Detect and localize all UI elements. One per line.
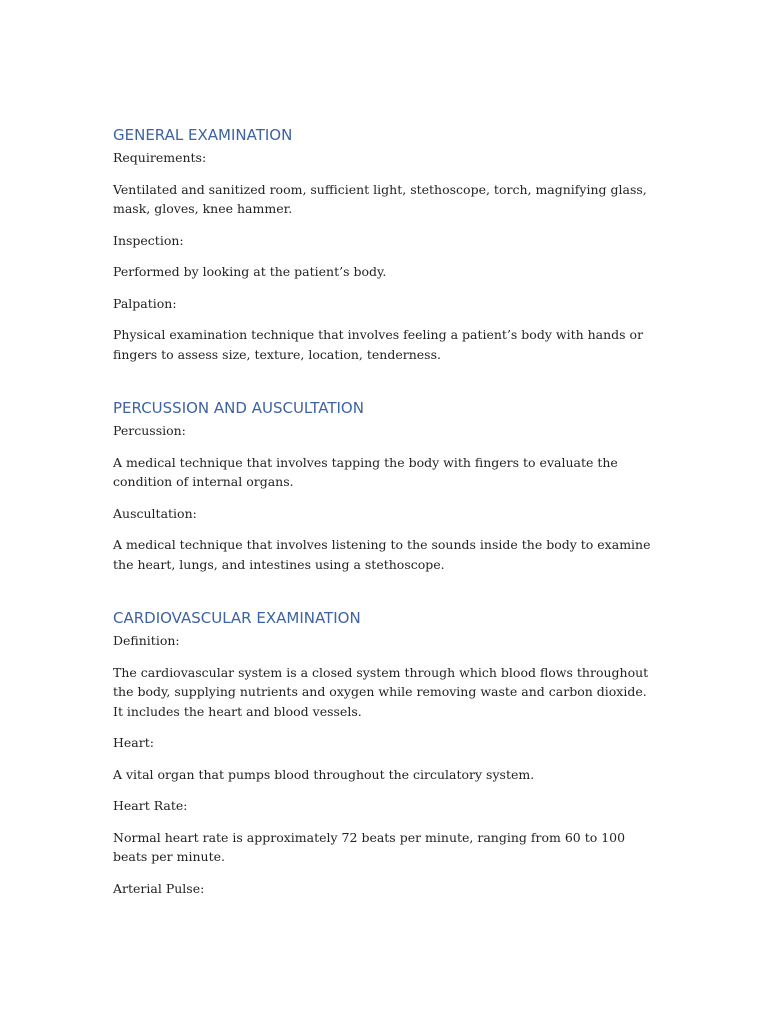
paragraph: Arterial Pulse: — [113, 880, 205, 896]
paragraph: Palpation: — [113, 295, 177, 311]
paragraph: Heart: — [113, 735, 154, 750]
paragraph: A vital organ that pumps blood throughout the circulatory system. — [113, 766, 535, 782]
section-heading: CARDIOVASCULAR EXAMINATION — [113, 609, 361, 627]
document-body — [113, 124, 658, 898]
paragraph: Inspection: — [113, 232, 184, 248]
section-heading: GENERAL EXAMINATION — [113, 126, 293, 144]
section-percussion-and-auscultation — [113, 397, 658, 574]
section-general-examination — [113, 124, 658, 364]
paragraph: A medical technique that involves listening to the sounds inside the body to examine the heart, lungs, and intestines using a stethoscope. — [113, 537, 651, 572]
paragraph: Physical examination technique that involves feeling a patient’s body with hands or fingers to assess size, texture, location, tenderness. — [113, 327, 644, 362]
paragraph: Ventilated and sanitized room, sufficient light, stethoscope, torch, magnifying glass, mask, gloves, knee hammer. — [113, 181, 647, 216]
section-heading: PERCUSSION AND AUSCULTATION — [113, 399, 364, 417]
paragraph: Normal heart rate is approximately 72 beats per minute, ranging from 60 to 100 beats per minute. — [113, 829, 626, 864]
paragraph: The cardiovascular system is a closed system through which blood flows throughout the body, supplying nutrients and oxygen while removing waste and carbon dioxide. It includes the heart and blood vessels. — [113, 664, 649, 719]
section-cardiovascular-examination — [113, 607, 658, 898]
paragraph: Definition: — [113, 633, 180, 648]
paragraph: Percussion: — [113, 423, 186, 438]
paragraph: Heart Rate: — [113, 798, 188, 813]
paragraph: Requirements: — [113, 150, 207, 165]
paragraph: Auscultation: — [113, 505, 197, 521]
paragraph: Performed by looking at the patient’s body. — [113, 264, 387, 279]
paragraph: A medical technique that involves tapping the body with fingers to evaluate the condition of internal organs. — [113, 454, 618, 489]
